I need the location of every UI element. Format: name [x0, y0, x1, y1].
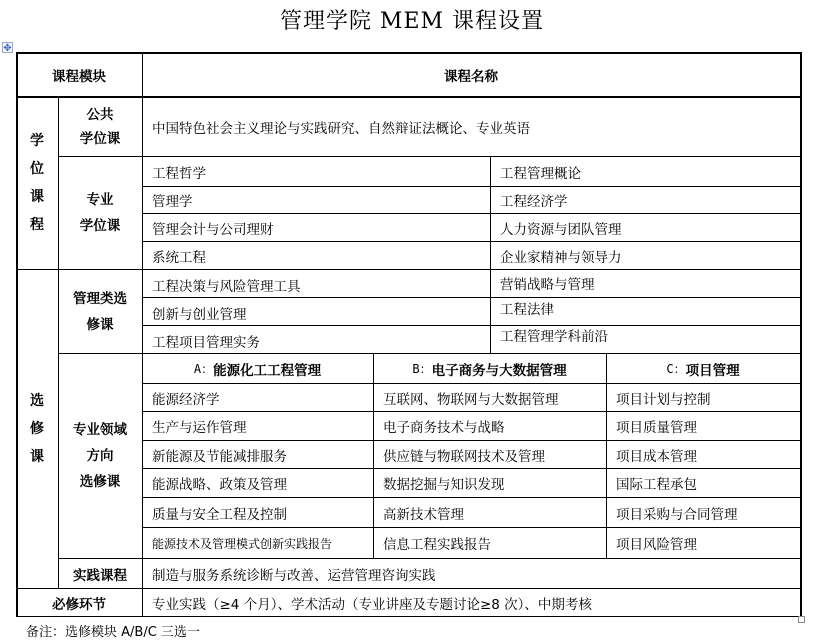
label-char: 课 [30, 449, 44, 465]
table-move-handle-icon[interactable]: ✥ [3, 43, 12, 54]
specialty-electives-label [58, 354, 142, 558]
course-cell: 项目风险管理 [616, 537, 697, 553]
header-module: 课程模块 [52, 68, 106, 85]
course-cell: 生产与运作管理 [152, 420, 247, 436]
course-cell: 工程管理概论 [500, 165, 581, 182]
degree-courses-label [16, 97, 58, 269]
label-line: 修课 [86, 316, 114, 333]
label-char: 学 [30, 133, 44, 149]
label-line: 公共 [86, 106, 114, 123]
label-line: 学位课 [79, 218, 121, 234]
label-line: 学位课 [79, 130, 121, 147]
practice-courses: 制造与服务系统诊断与改善、运营管理咨询实践 [152, 567, 436, 584]
professional-degree-label [58, 157, 142, 269]
public-degree-label [58, 97, 142, 156]
course-cell: 信息工程实践报告 [383, 537, 491, 553]
course-cell: 工程管理学科前沿 [500, 328, 608, 345]
course-cell: 新能源及节能减排服务 [152, 448, 287, 465]
course-cell: 项目采购与合同管理 [616, 506, 738, 523]
required-content: 专业实践（≥4 个月）、学术活动（专业讲座及专题讨论≥8 次）、中期考核 [152, 596, 592, 613]
label-char: 课 [30, 189, 44, 205]
management-electives-label [58, 270, 142, 353]
track-name: 能源化工工程管理 [213, 362, 322, 379]
elective-courses-label [16, 270, 58, 588]
label-line: 专业领域 [73, 422, 127, 438]
course-cell: 企业家精神与领导力 [500, 249, 622, 266]
course-cell: 供应链与物联网技术及管理 [383, 448, 545, 465]
course-cell: 管理会计与公司理财 [152, 221, 274, 238]
label-char: 位 [30, 161, 44, 177]
track-prefix: A： [193, 362, 214, 376]
track-name: 电子商务与大数据管理 [431, 362, 567, 379]
course-cell: 能源技术及管理模式创新实践报告 [152, 536, 333, 551]
track-prefix: B： [412, 362, 432, 376]
practice-courses-label: 实践课程 [73, 567, 127, 584]
label-line: 选修课 [79, 474, 121, 490]
course-cell: 数据挖掘与知识发现 [383, 477, 505, 493]
track-prefix: C： [666, 362, 686, 376]
course-cell: 工程决策与风险管理工具 [152, 278, 301, 295]
course-cell: 营销战略与管理 [500, 276, 595, 293]
public-degree-courses: 中国特色社会主义理论与实践研究、自然辩证法概论、专业英语 [152, 120, 530, 137]
required-label: 必修环节 [52, 596, 106, 613]
course-cell: 项目成本管理 [616, 448, 697, 465]
footnote: 备注：选修模块 A/B/C 三选一 [26, 625, 200, 640]
course-cell: 项目计划与控制 [616, 391, 711, 408]
label-char: 修 [30, 421, 44, 437]
label-line: 方向 [86, 448, 114, 464]
course-cell: 质量与安全工程及控制 [152, 506, 287, 523]
table-resize-handle[interactable] [798, 616, 805, 623]
track-b-header [373, 354, 606, 383]
course-cell: 项目质量管理 [616, 420, 697, 436]
course-cell: 能源战略、政策及管理 [152, 477, 287, 493]
course-cell: 管理学 [152, 194, 193, 210]
label-line: 专业 [86, 192, 114, 208]
track-c-header [606, 354, 800, 383]
course-cell: 高新技术管理 [383, 506, 464, 523]
track-name: 项目管理 [685, 362, 740, 379]
course-cell: 工程项目管理实务 [152, 334, 260, 351]
course-cell: 电子商务技术与战略 [383, 420, 505, 436]
label-char: 程 [30, 217, 44, 233]
course-cell: 工程经济学 [500, 194, 568, 210]
table-border-right [800, 52, 802, 617]
track-a-header [142, 354, 373, 383]
course-cell: 工程哲学 [152, 165, 206, 182]
header-course-name: 课程名称 [444, 68, 498, 85]
table-border-bottom [16, 616, 801, 617]
course-cell: 系统工程 [152, 249, 206, 266]
course-cell: 创新与创业管理 [152, 306, 247, 323]
course-cell: 能源经济学 [152, 391, 220, 408]
course-cell: 互联网、物联网与大数据管理 [383, 391, 559, 408]
label-char: 选 [30, 393, 44, 409]
course-cell: 人力资源与团队管理 [500, 221, 622, 238]
label-line: 管理类选 [73, 290, 127, 307]
course-cell: 工程法律 [500, 302, 554, 318]
course-cell: 国际工程承包 [616, 477, 697, 493]
document-title: 管理学院 MEM 课程设置 [279, 9, 545, 34]
